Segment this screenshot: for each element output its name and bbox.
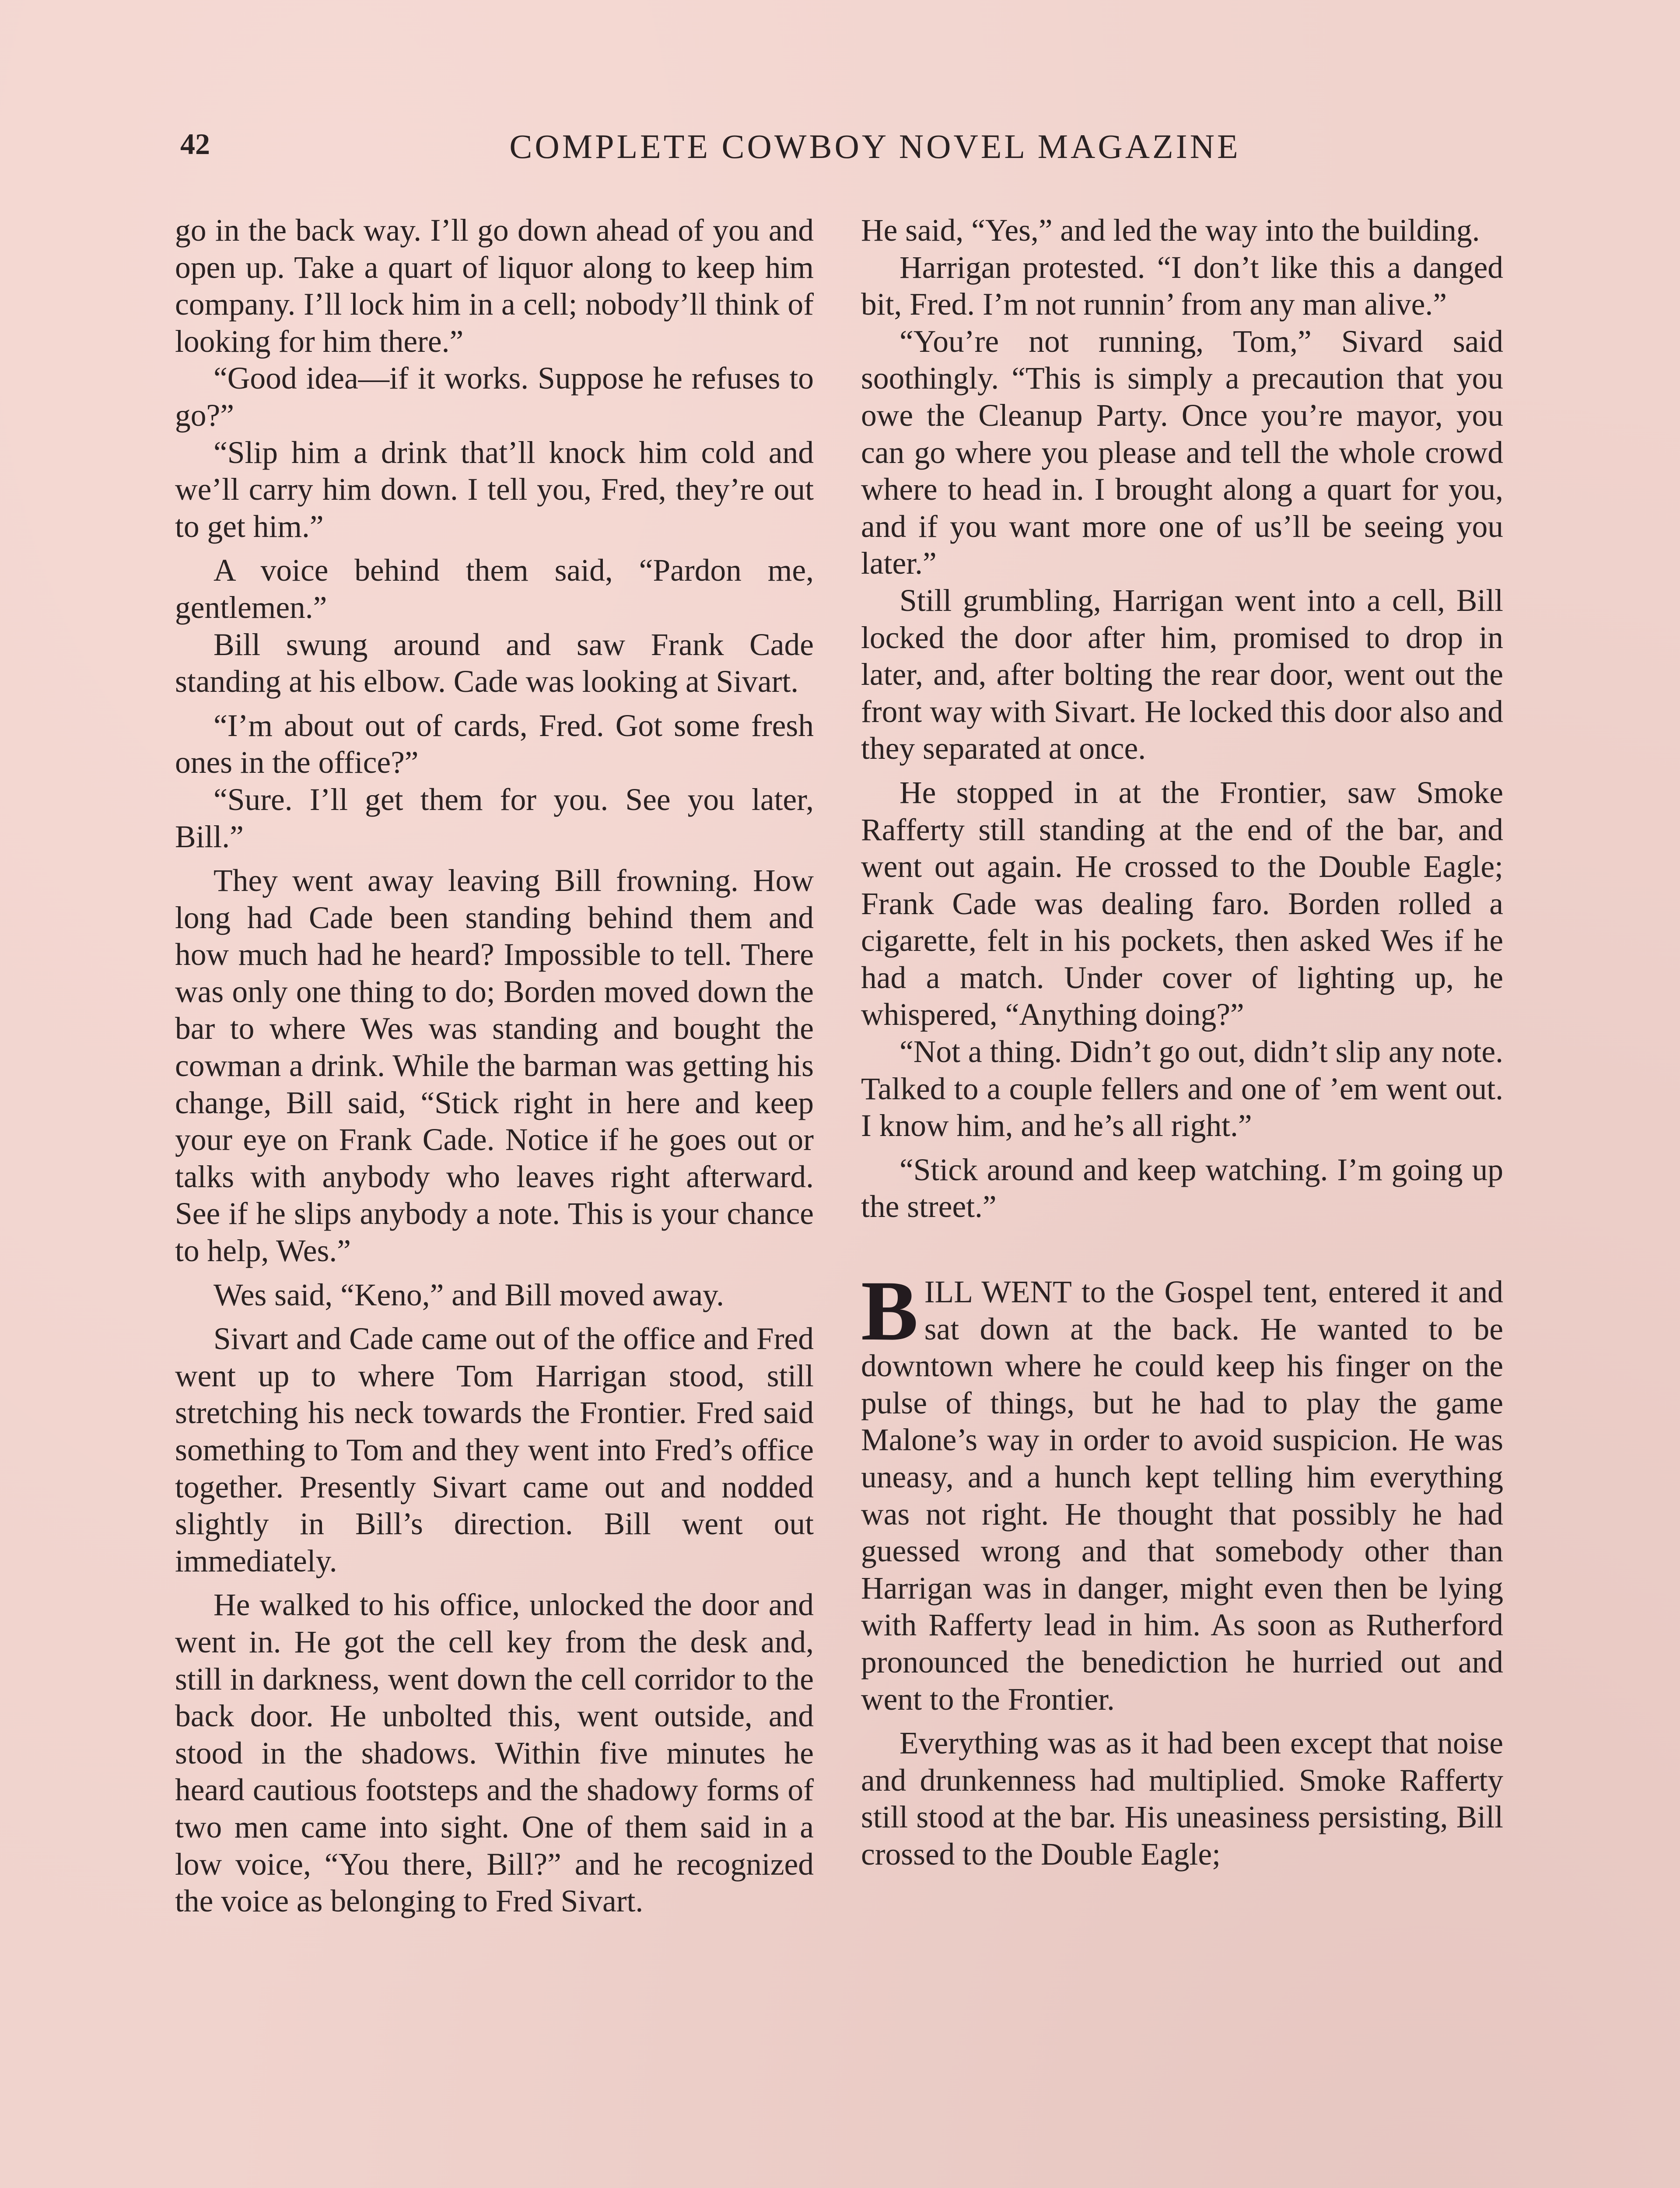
running-title: COMPLETE COWBOY NOVEL MAGAZINE <box>509 127 1241 165</box>
paragraph: “Not a thing. Didn’t go out, didn’t slip any note. Talked to a couple fellers and one of ’em went out. I know him, and he’s all right.” <box>861 1034 1503 1143</box>
drop-cap: B <box>861 1263 918 1359</box>
paragraph: He stopped in at the Frontier, saw Smoke Rafferty still standing at the end of the bar, and went out again. He crossed to the Double Eagle; Frank Cade was dealing faro. Borden rolled a cigarette, felt in his pockets, then asked Wes if he had a match. Under cover of lighting up, he whispered, “Anything doing?” <box>861 775 1503 1032</box>
paragraph: They went away leaving Bill frowning. How long had Cade been standing behind them and how much had he heard? Impossible to tell. There was only one thing to do; Borden moved down the bar to where Wes was standing and bought the cowman a drink. While the barman was getting his change, Bill said, “Stick right in here and keep your eye on Frank Cade. Notice if he goes out or talks with anybody who leaves right afterward. See if he slips anybody a note. This is your chance to help, Wes.” <box>175 863 814 1269</box>
paragraph: “Stick around and keep watching. I’m going up the street.” <box>861 1152 1503 1224</box>
paragraph: go in the back way. I’ll go down ahead of you and open up. Take a quart of liquor along to keep him company. I’ll lock him in a cell; nobody’ll think of looking for him there.” <box>175 213 814 359</box>
section-opening-paragraph <box>861 1263 1503 1718</box>
page-number: 42 <box>180 127 210 161</box>
paragraph: A voice behind them said, “Pardon me, gentlemen.” <box>175 553 814 625</box>
paragraph: He said, “Yes,” and led the way into the building. <box>861 213 1480 248</box>
page-header <box>175 127 1505 179</box>
paragraph: Wes said, “Keno,” and Bill moved away. <box>214 1277 724 1312</box>
paragraph: “Sure. I’ll get them for you. See you later, Bill.” <box>175 782 814 854</box>
paragraph: Sivart and Cade came out of the office and Fred went up to where Tom Harrigan stood, still stretching his neck towards the Frontier. Fred said something to Tom and they went into Fred’s office together. Presently Sivart came out and nodded slightly in Bill’s direction. Bill went out immediately. <box>175 1322 814 1578</box>
right-column-top <box>861 212 1503 1226</box>
section-opening-text: ILL WENT to the Gospel tent, entered it and sat down at the back. He wanted to be downtown where he could keep his finger on the pulse of things, but he had to play the game Malone’s way in order to avoid suspicion. He was uneasy, and a hunch kept telling him everything was not right. He thought that possibly he had guessed wrong and that somebody other than Harrigan was in danger, might even then be lying with Rafferty lead in him. As soon as Rutherford pronounced the benediction he hurried out and went to the Frontier. <box>861 1275 1503 1717</box>
left-column <box>175 212 814 1920</box>
paragraph: “Slip him a drink that’ll knock him cold and we’ll carry him down. I tell you, Fred, they’re out to get him.” <box>175 435 814 544</box>
paragraph: Everything was as it had been except that noise and drunkenness had multiplied. Smoke Rafferty still stood at the bar. His uneasiness persisting, Bill crossed to the Double Eagle; <box>861 1726 1503 1872</box>
paragraph: Bill swung around and saw Frank Cade standing at his elbow. Cade was looking at Sivart. <box>175 627 814 699</box>
right-column <box>861 212 1503 1873</box>
paragraph: “I’m about out of cards, Fred. Got some fresh ones in the office?” <box>175 708 814 780</box>
right-column-bottom <box>861 1725 1503 1873</box>
paragraph: He walked to his office, unlocked the door and went in. He got the cell key from the desk and, still in darkness, went down the cell corridor to the back door. He unbolted this, went outside, and stood in the shadows. Within five minutes he heard cautious footsteps and the shadowy forms of two men came into sight. One of them said in a low voice, “You there, Bill?” and he recognized the voice as belonging to Fred Sivart. <box>175 1588 814 1919</box>
paragraph: Harrigan protested. “I don’t like this a danged bit, Fred. I’m not runnin’ from any man alive.” <box>861 250 1503 322</box>
paragraph: “Good idea—if it works. Suppose he refuses to go?” <box>175 361 814 433</box>
paragraph: “You’re not running, Tom,” Sivard said soothingly. “This is simply a precaution that you owe the Cleanup Party. Once you’re mayor, you can go where you please and tell the whole crowd where to head in. I brought along a quart for you, and if you want more one of us’ll be seeing you later.” <box>861 324 1503 581</box>
paragraph: Still grumbling, Harrigan went into a cell, Bill locked the door after him, promised to drop in later, and, after bolting the rear door, went out the front way with Sivart. He locked this door also and they separated at once. <box>861 583 1503 766</box>
